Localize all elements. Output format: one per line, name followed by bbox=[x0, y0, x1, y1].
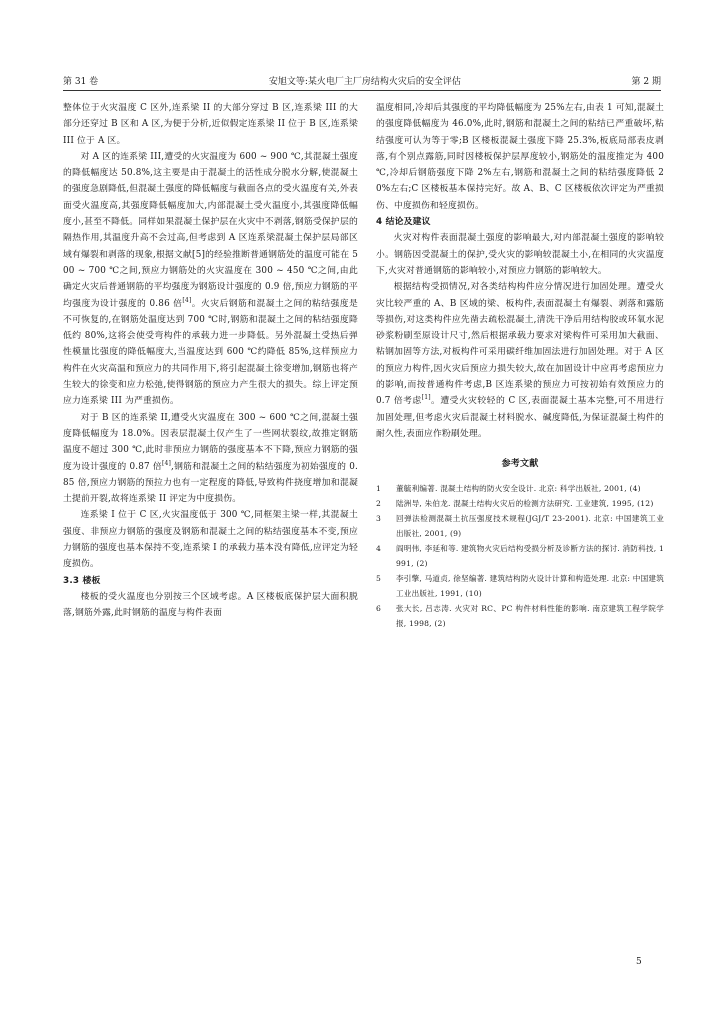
citation: [4] bbox=[182, 296, 192, 304]
references-list bbox=[376, 481, 664, 631]
reference-text: 陆洲导, 朱伯龙. 混凝土结构火灾后的检测方法研究. 工业建筑, 1995, (12) bbox=[396, 498, 654, 508]
citation: [1] bbox=[421, 394, 431, 402]
reference-item bbox=[376, 511, 664, 541]
reference-number: 2 bbox=[376, 498, 382, 508]
paragraph-text: 。遭受火灾较轻的 C 区,表面混凝土基本完整,可不用进行加固处理,但考虑火灾后混凝土材料脱水、碱度降低,为保证混凝土构件的耐久性,表面应作粉刷处理。 bbox=[376, 396, 664, 439]
paragraph: 整体位于火灾温度 C 区外,连系梁 II 的大部分穿过 B 区,连系梁 III 的大部分还穿过 B 区和 A 区,为便于分析,近似假定连系梁 II 位于 B 区,连系梁 III 位于 A 区。 bbox=[63, 103, 358, 146]
reference-item bbox=[376, 541, 664, 571]
reference-item bbox=[376, 571, 664, 601]
paragraph bbox=[376, 279, 664, 442]
reference-text: 阎明伟, 李延和等. 建筑物火灾后结构受损分析及诊断方法的探讨. 消防科技, 1991, (2) bbox=[396, 543, 664, 568]
reference-number: 3 bbox=[376, 513, 382, 523]
issue-label: 第 2 期 bbox=[631, 76, 661, 87]
references-title: 参考文献 bbox=[501, 459, 539, 470]
volume-label: 第 31 卷 bbox=[63, 76, 99, 87]
reference-text: 董毓利编著. 混凝土结构的防火安全设计. 北京: 科学出版社, 2001, (4) bbox=[396, 483, 641, 493]
reference-number: 5 bbox=[376, 573, 382, 583]
header-rule bbox=[63, 90, 661, 91]
reference-item bbox=[376, 601, 664, 631]
paragraph-text: 对 A 区的连系梁 III,遭受的火灾温度为 600 ~ 900 ℃,其混凝土强度的降低幅度达 50.8%,这主要是由于混凝土的活性成分脱水分解,使混凝土的强度急剧降低,但混凝土强度的降低幅度与截面各点的受火温度有关,外表面受火温度高,其强度降低幅度加大,内部混凝土受火温度小,其强度降低幅度小,甚至不降低。同样如果混凝土保护层在火灾中不剥落,钢筋受保护层的隔热作用,其温度升高不会过高,但考虑到 A 区连系梁混凝土保护层局部区域有爆裂和剥落的现象,根据文献[5]的经验推断普通钢筋处的温度可能在 500 ~ 700 ℃之间,预应力钢筋处的火灾温度在 300 ~ 450 ℃之间,由此确定火灾后普通钢筋的平均强度为钢筋设计强度的 0.9 倍,预应力钢筋的平均强度为设计强度的 0.86 倍 bbox=[63, 151, 358, 309]
paragraph-text: 。火灾后钢筋和混凝土之间的粘结强度是不可恢复的,在钢筋处温度达到 700 ℃时,钢筋和混凝土之间的粘结强度降低约 80%,这将会使受弯构件的承载力进一步降低。另外混凝土受热后弹性模量比强度的降低幅度大,当温度达到 600 ℃约降低 85%,这样预应力构件在火灾高温和预应力的共同作用下,将引起混凝土徐变增加,钢筋也将产生较大的徐变和应力松弛,使得钢筋的预应力产生很大的损失。综上评定预应力连系梁 III 为严重损伤。 bbox=[63, 298, 358, 407]
reference-item bbox=[376, 481, 664, 496]
reference-number: 1 bbox=[376, 483, 382, 493]
page-number: 5 bbox=[636, 957, 642, 967]
paragraph bbox=[63, 149, 358, 410]
reference-number: 4 bbox=[376, 543, 382, 553]
paragraph-text: 对于 B 区的连系梁 II,遭受火灾温度在 300 ~ 600 ℃之间,混凝土强度降低幅度为 18.0%。因表层混凝土仅产生了一些网状裂纹,故推定钢筋温度不超过 300 ℃,此时非预应力钢筋的强度基本不下降,预应力钢筋的强度为设计强度的 0.87 倍 bbox=[63, 412, 358, 472]
reference-number: 6 bbox=[376, 603, 382, 613]
paragraph: 楼板的受火温度也分别按三个区域考虑。A 区楼板底保护层大面积脱落,钢筋外露,此时钢筋的温度与构件表面 bbox=[63, 591, 358, 619]
running-header bbox=[63, 72, 661, 88]
header-title: 安旭文等:某火电厂主厂房结构火灾后的安全评估 bbox=[268, 76, 461, 87]
left-column bbox=[63, 100, 358, 622]
citation: [4] bbox=[161, 459, 172, 467]
reference-text: 张大长, 吕志涛. 火灾对 RC、PC 构件材料性能的影响. 南京建筑工程学院学报, 1998, (2) bbox=[396, 603, 664, 628]
reference-text: 回弹法检测混凝土抗压强度技术规程(JGJ/T 23-2001). 北京: 中国建筑工业出版社, 2001, (9) bbox=[396, 513, 664, 538]
paragraph-text: 根据结构受损情况,对各类结构构件应分情况进行加固处理。遭受火灾比较严重的 A、B 区域的梁、板构件,表面混凝土有爆裂、剥落和露筋等损伤,对这类构件应先凿去疏松混凝土,清洗干净后用结构胶或环氧水泥砂浆粉刷至原设计尺寸,然后根据承载力要求对梁构件可采用加大截面、粘钢加固等方法,对板构件可采用碳纤维加固法进行加固处理。对于 A 区的预应力构件,因火灾后预应力损失较大,故在加固设计中应再考虑预应力的影响,而按普通构件考虑,B 区连系梁的预应力可按初始有效预应力的 0.7 倍考虑 bbox=[376, 282, 664, 407]
paragraph: 连系梁 I 位于 C 区,火灾温度低于 300 ℃,同框架主梁一样,其混凝土强度、非预应力钢筋的强度及钢筋和混凝土之间的粘结强度基本不变,预应力钢筋的强度也基本保持不变,连系梁 I 的承载力基本没有降低,应评定为轻度损伤。 bbox=[63, 510, 358, 570]
reference-text: 李引擎, 马道贞, 徐坚编著. 建筑结构防火设计计算和构造处理. 北京: 中国建筑工业出版社, 1991, (10) bbox=[396, 573, 664, 598]
paragraph bbox=[63, 410, 358, 508]
section-heading: 3.3 楼板 bbox=[63, 575, 101, 586]
paragraph: 温度相同,冷却后其强度的平均降低幅度为 25%左右,由表 1 可知,混凝土的强度降低幅度为 46.0%,此时,钢筋和混凝土之间的粘结已严重破坏,粘结强度可认为等于零;B 区楼板混凝土强度下降 25.3%,板底局部表皮剥落,有个别点露筋,同时因楼板保护层厚度较小,钢筋处的温度推定为 400 ℃,冷却后钢筋强度下降 2%左右,钢筋和混凝土之间的粘结强度降低 20%左右;C 区楼板基本保持完好。故 A、B、C 区楼板依次评定为严重损伤、中度损伤和轻度损伤。 bbox=[376, 103, 664, 211]
section-heading: 4 结论及建议 bbox=[376, 217, 431, 228]
paragraph-text: ,钢筋和混凝土之间的粘结强度为初始强度的 0.85 倍,预应力钢筋的预拉力也有一定程度的降低,导致构件挠度增加和混凝土提前开裂,故将连系梁 II 评定为中度损伤。 bbox=[63, 461, 358, 505]
paragraph: 火灾对构件表面混凝土强度的影响最大,对内部混凝土强度的影响较小。钢筋因受混凝土的保护,受火灾的影响较混凝土小,在相同的火灾温度下,火灾对普通钢筋的影响较小,对预应力钢筋的影响较大。 bbox=[376, 233, 664, 276]
right-column bbox=[376, 100, 664, 631]
reference-item bbox=[376, 496, 664, 511]
